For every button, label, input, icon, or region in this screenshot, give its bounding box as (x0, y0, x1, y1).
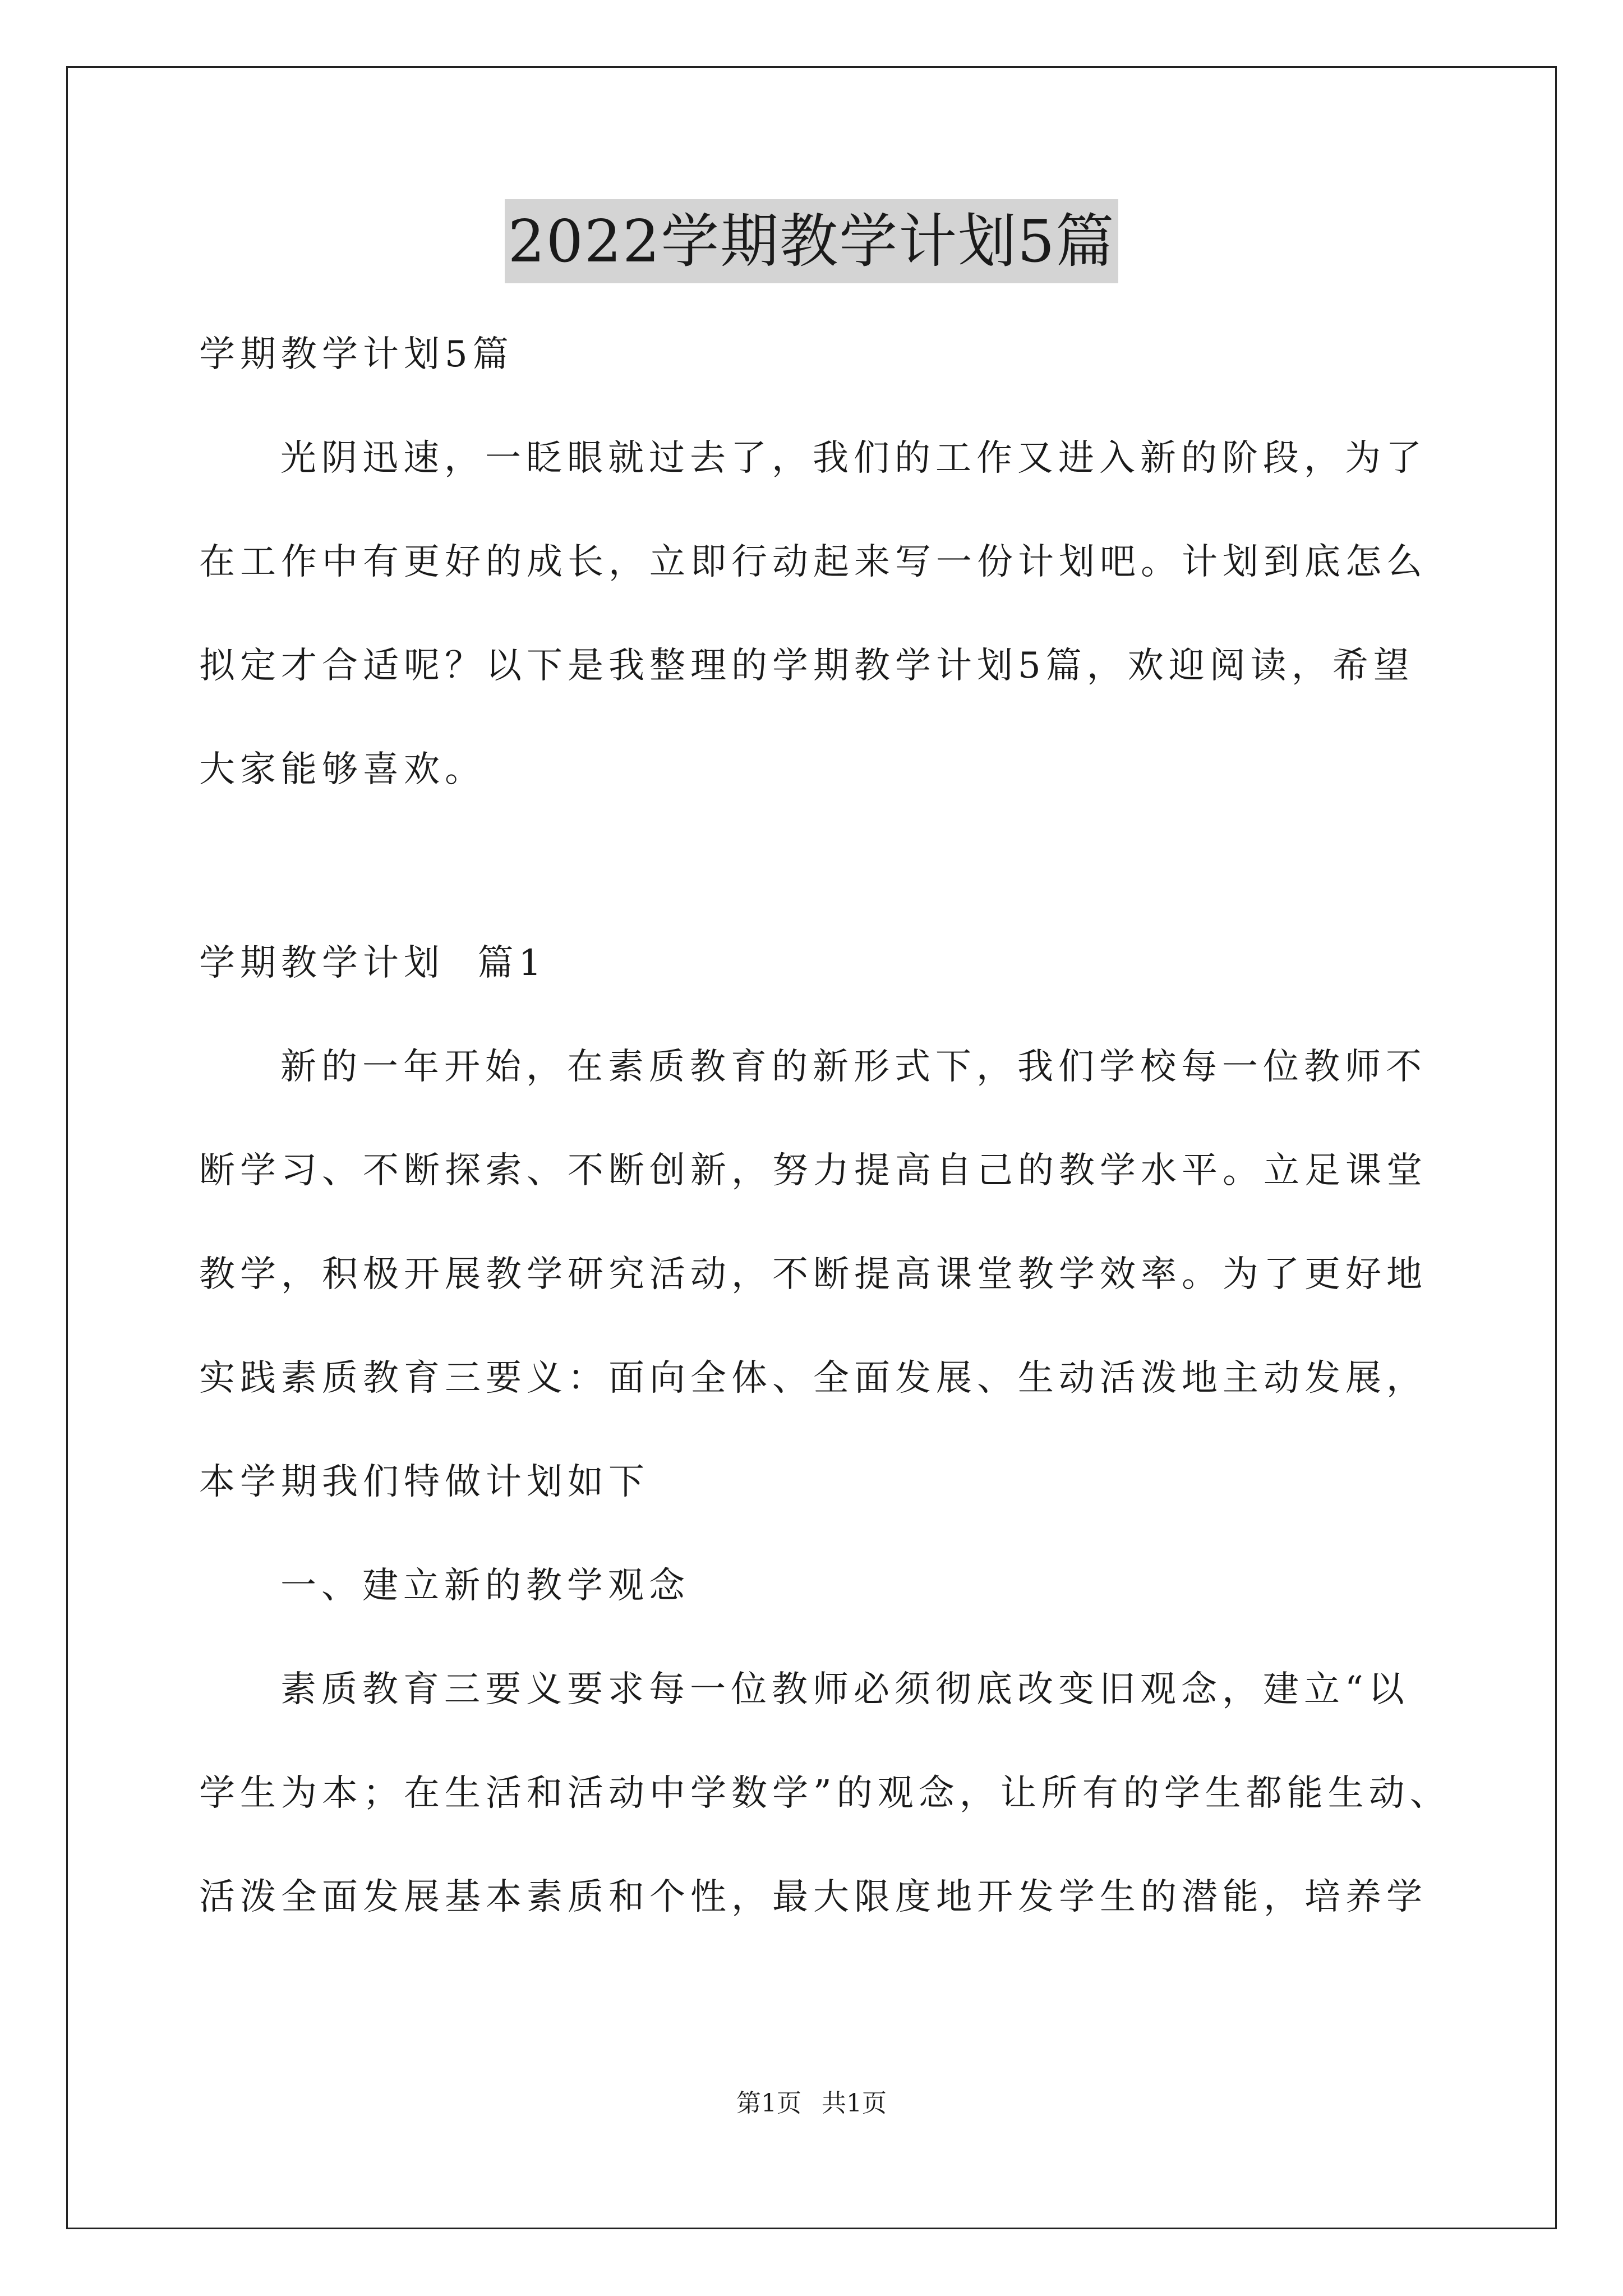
document-body (199, 303, 1455, 1949)
title-container (0, 199, 1623, 283)
document-subtitle: 学期教学计划5篇 (199, 334, 514, 375)
intro-line: 拟定才合适呢？以下是我整理的学期教学计划5篇，欢迎阅读，希望 (199, 645, 1414, 687)
section-heading: 学期教学计划 篇1 (199, 942, 547, 984)
body-line: 活泼全面发展基本素质和个性，最大限度地开发学生的潜能，培养学 (199, 1876, 1427, 1918)
intro-line: 在工作中有更好的成长，立即行动起来写一份计划吧。计划到底怎么 (199, 541, 1427, 583)
section-line: 断学习、不断探索、不断创新，努力提高自己的教学水平。立足课堂 (199, 1150, 1427, 1191)
body-line: 素质教育三要义要求每一位教师必须彻底改变旧观念，建立“以 (280, 1669, 1409, 1710)
section-line: 实践素质教育三要义：面向全体、全面发展、生动活泼地主动发展， (199, 1358, 1427, 1399)
intro-line: 光阴迅速，一眨眼就过去了，我们的工作又进入新的阶段，为了 (280, 438, 1427, 479)
spacer (199, 822, 1455, 912)
section-line: 教学，积极开展教学研究活动，不断提高课堂教学效率。为了更好地 (199, 1254, 1427, 1295)
page-total: 共1页 (822, 2089, 887, 2118)
page-number: 第1页 (736, 2089, 801, 2118)
intro-line: 大家能够喜欢。 (199, 749, 486, 790)
page-footer (0, 2087, 1623, 2120)
document-title: 2022学期教学计划5篇 (505, 199, 1119, 283)
subheading: 一、建立新的教学观念 (280, 1565, 690, 1607)
section-line: 新的一年开始，在素质教育的新形式下，我们学校每一位教师不 (280, 1046, 1427, 1088)
body-line: 学生为本；在生活和活动中学数学”的观念，让所有的学生都能生动、 (199, 1773, 1451, 1814)
section-line: 本学期我们特做计划如下 (199, 1461, 649, 1503)
